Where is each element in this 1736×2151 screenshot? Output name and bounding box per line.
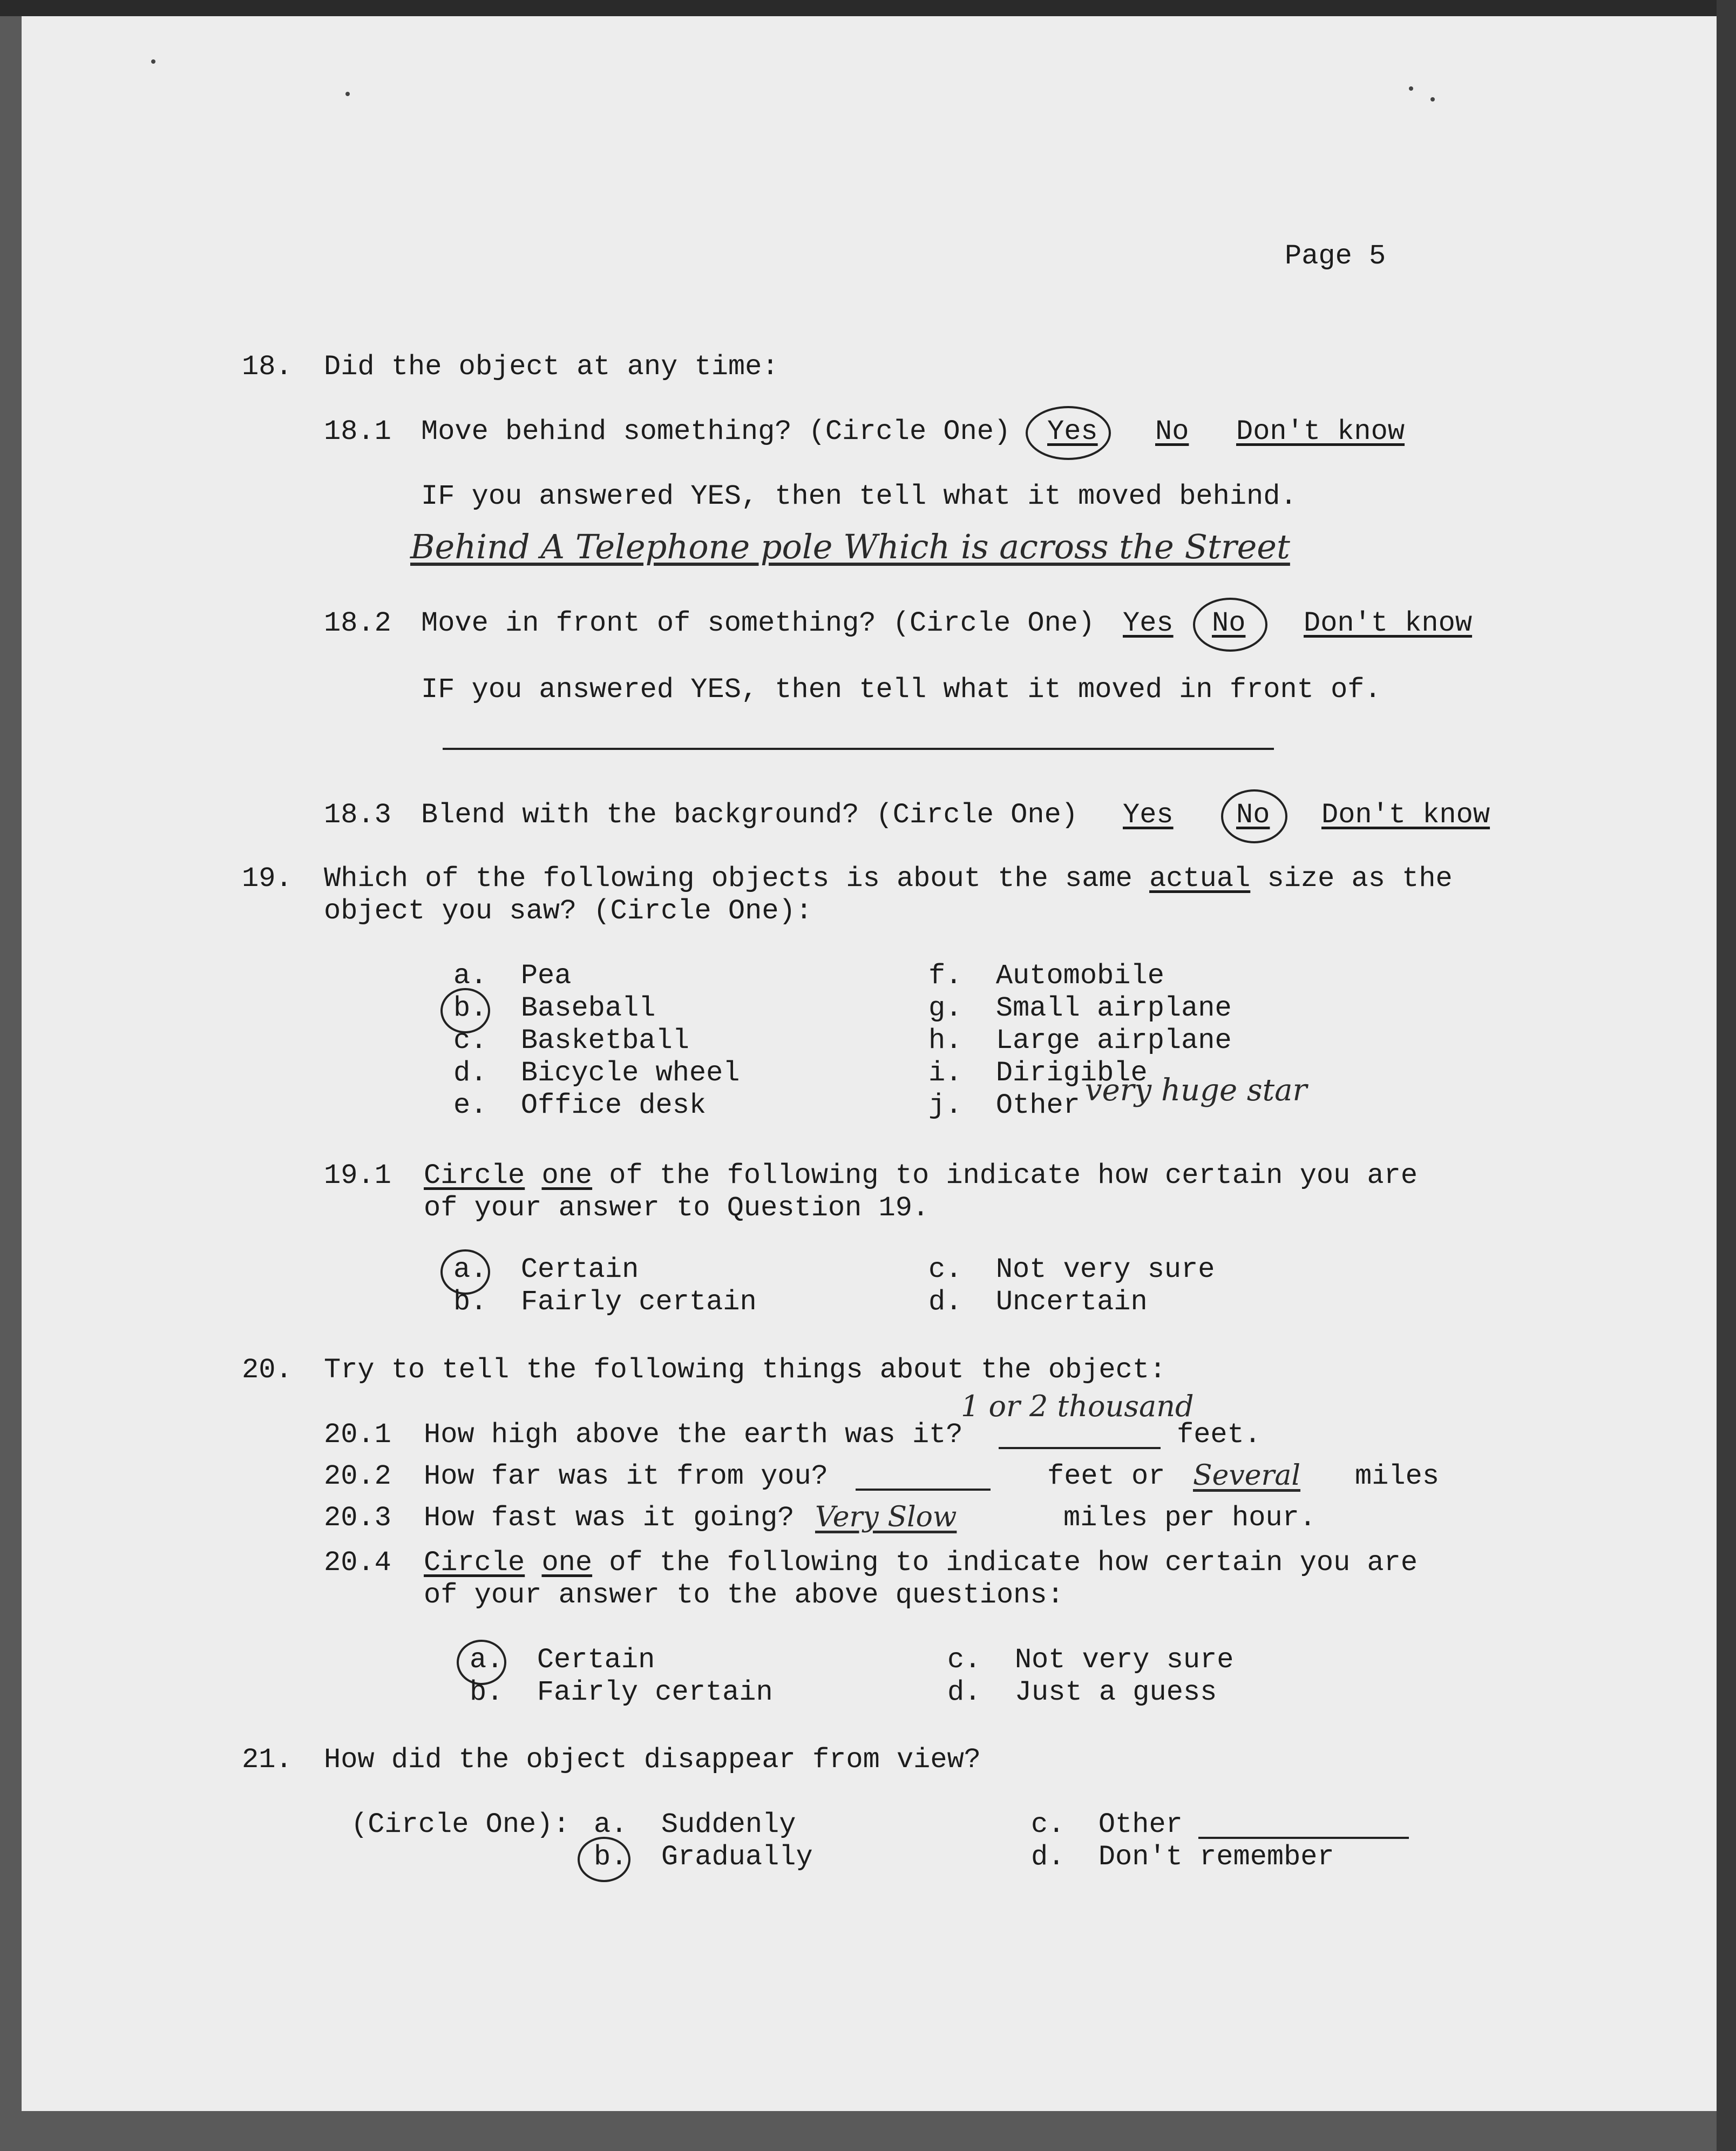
q18-2-number: 18.2 — [324, 607, 391, 639]
answer-circle — [1193, 598, 1267, 652]
q18-2-answer-blank — [443, 748, 1274, 750]
q19-1-option-d: d. Uncertain — [928, 1286, 1148, 1318]
q19-1-option-c: c. Not very sure — [928, 1254, 1215, 1286]
q18-2-text: Move in front of something? (Circle One) — [421, 607, 1095, 639]
speck — [345, 92, 350, 96]
answer-circle — [1026, 406, 1111, 460]
q19-option-a: a. Pea — [453, 960, 572, 992]
q21-option-d: d. Don't remember — [1031, 1841, 1334, 1873]
q20-2-blank — [856, 1489, 991, 1491]
q20-1-blank — [999, 1447, 1161, 1449]
q20-1-unit: feet. — [1177, 1419, 1262, 1451]
speck — [151, 59, 155, 64]
q19-option-d: d. Bicycle wheel — [453, 1057, 740, 1089]
q20-1-handwritten: 1 or 2 thousand — [961, 1389, 1194, 1423]
q18-1-no: No — [1155, 416, 1189, 448]
q21-option-b: b. Gradually — [594, 1841, 813, 1873]
q18-text: Did the object at any time: — [324, 351, 779, 383]
q18-3-dontknow: Don't know — [1321, 799, 1490, 831]
answer-circle — [578, 1837, 630, 1882]
q20-number: 20. — [242, 1354, 293, 1386]
speck — [1430, 97, 1435, 102]
q19-1-line2: of your answer to Question 19. — [424, 1192, 930, 1224]
q20-2-text: How far was it from you? — [424, 1460, 828, 1492]
q18-3-text: Blend with the background? (Circle One) — [421, 799, 1078, 831]
q18-1-text: Move behind something? (Circle One) — [421, 416, 1011, 448]
q19-option-f: f. Automobile — [928, 960, 1164, 992]
q20-4-line1: Circle one of the following to indicate how certain you are — [424, 1547, 1418, 1579]
q20-2-handwritten: Several — [1193, 1459, 1301, 1492]
q18-3-number: 18.3 — [324, 799, 391, 831]
q20-3-number: 20.3 — [324, 1502, 391, 1534]
q18-1-handwritten-answer: Behind A Telephone pole Which is across the Street — [410, 527, 1290, 566]
q19-number: 19. — [242, 863, 293, 895]
q20-4-option-b: b. Fairly certain — [470, 1676, 773, 1708]
q19-1-line1: Circle one of the following to indicate how certain you are — [424, 1160, 1418, 1192]
q19-option-i: i. Dirigible — [928, 1057, 1148, 1089]
q20-4-option-a: a. Certain — [470, 1644, 655, 1676]
q21-text: How did the object disappear from view? — [324, 1744, 981, 1776]
q20-1-number: 20.1 — [324, 1419, 391, 1451]
q18-3-yes: Yes — [1123, 799, 1174, 831]
q20-4-option-c: c. Not very sure — [947, 1644, 1234, 1676]
answer-circle — [1221, 789, 1287, 843]
q20-2-number: 20.2 — [324, 1460, 391, 1492]
q20-3-unit: miles per hour. — [1063, 1502, 1317, 1534]
q20-4-option-d: d. Just a guess — [947, 1676, 1217, 1708]
q18-number: 18. — [242, 351, 293, 383]
q19-option-g: g. Small airplane — [928, 992, 1232, 1024]
q18-1-dontknow: Don't know — [1236, 416, 1405, 448]
q19-option-b: b. Baseball — [453, 992, 656, 1024]
page-number: Page 5 — [1285, 240, 1386, 272]
q19-option-c: c. Basketball — [453, 1025, 689, 1057]
q19-1-number: 19.1 — [324, 1160, 391, 1192]
q21-option-a: a. Suddenly — [594, 1809, 796, 1841]
q18-2-followup: IF you answered YES, then tell what it moved in front of. — [421, 674, 1381, 706]
document-page — [22, 16, 1717, 2111]
q20-2-unit1: feet or — [1047, 1460, 1165, 1492]
q20-3-text: How fast was it going? — [424, 1502, 795, 1534]
q20-2-unit2: miles — [1355, 1460, 1440, 1492]
scan-top-edge — [0, 0, 1736, 16]
scan-right-edge — [1717, 0, 1736, 2151]
q18-1-followup: IF you answered YES, then tell what it moved behind. — [421, 481, 1297, 512]
q20-4-number: 20.4 — [324, 1547, 391, 1579]
q18-1-number: 18.1 — [324, 416, 391, 448]
q20-3-handwritten: Very Slow — [815, 1501, 957, 1533]
q19-option-h: h. Large airplane — [928, 1025, 1232, 1057]
q21-option-c: c. Other — [1031, 1809, 1183, 1841]
q19-line2: object you saw? (Circle One): — [324, 895, 812, 927]
q20-text: Try to tell the following things about the object: — [324, 1354, 1167, 1386]
q21-circle-one: (Circle One): — [351, 1809, 570, 1841]
q18-2-no: No — [1212, 607, 1246, 639]
q19-line1: Which of the following objects is about the same actual size as the — [324, 863, 1453, 895]
q19-1-option-b: b. Fairly certain — [453, 1286, 757, 1318]
q20-1-text: How high above the earth was it? — [424, 1419, 963, 1451]
q18-2-yes: Yes — [1123, 607, 1174, 639]
q18-1-yes: Yes — [1047, 416, 1098, 448]
q19-1-option-a: a. Certain — [453, 1254, 639, 1286]
q20-4-line2: of your answer to the above questions: — [424, 1579, 1064, 1611]
q19-handwritten-other: very huge star — [1085, 1073, 1307, 1108]
q21-number: 21. — [242, 1744, 293, 1776]
speck — [1409, 86, 1413, 91]
q18-3-no: No — [1236, 799, 1270, 831]
q19-option-e: e. Office desk — [453, 1090, 707, 1121]
q18-2-dontknow: Don't know — [1304, 607, 1473, 639]
q21-other-blank — [1198, 1837, 1409, 1839]
q19-option-j: j. Other — [928, 1090, 1080, 1121]
